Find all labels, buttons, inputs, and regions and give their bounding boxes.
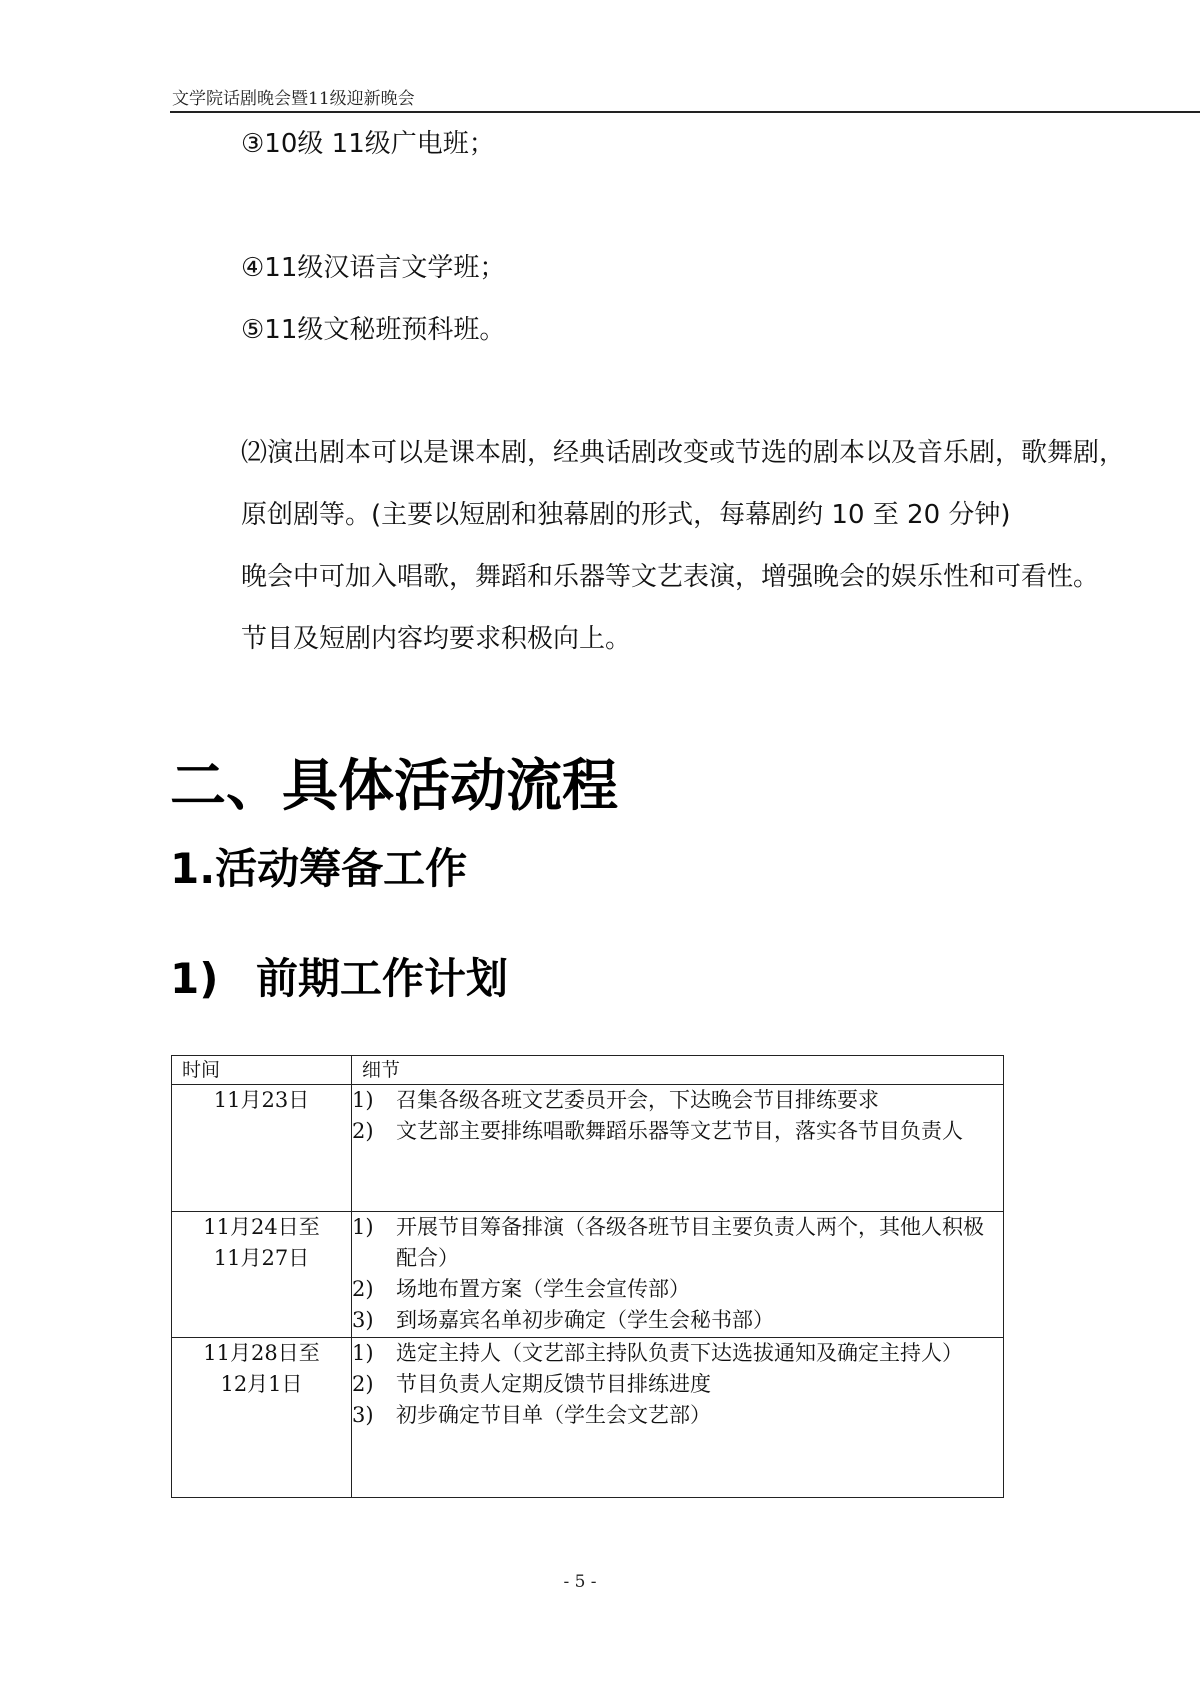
item-number: 2) [352,1277,374,1301]
item-number: 2) [352,1372,374,1396]
section-heading: 二、具体活动流程 [170,754,618,819]
list-item [352,1085,1003,1116]
time-line: 11月23日 [213,1088,310,1112]
item-text: 开展节目筹备排演（各级各班节目主要负责人两个，其他人积极配合） [396,1215,984,1270]
column-header-time: 时间 [172,1056,352,1085]
detail-cell [352,1338,1004,1498]
time-line: 12月1日 [220,1372,303,1396]
item-number: 2) [352,1119,374,1143]
paragraph-class-wenmi: ⑤11级文秘班预科班。 [241,315,506,345]
paragraph-content-requirement: 节目及短剧内容均要求积极向上。 [241,624,632,654]
time-line: 11月27日 [213,1246,310,1270]
sub-subsection-number: 1) [170,954,219,1003]
list-item [352,1212,1003,1274]
list-item [352,1369,1003,1400]
time-cell [172,1212,352,1338]
list-item [352,1116,1003,1147]
subsection-heading: 1.活动筹备工作 [170,844,468,893]
list-item [352,1305,1003,1336]
time-cell [172,1085,352,1212]
header-rule [170,111,1200,113]
table-row [172,1212,1004,1338]
item-text: 文艺部主要排练唱歌舞蹈乐器等文艺节目，落实各节目负责人 [396,1119,963,1143]
table-row [172,1085,1004,1212]
item-number: 1) [352,1088,374,1112]
item-number: 1) [352,1215,374,1239]
table-row [172,1338,1004,1498]
time-cell [172,1338,352,1498]
time-line: 11月24日至 [203,1215,320,1239]
detail-cell [352,1085,1004,1212]
page-header: 文学院话剧晚会暨11级迎新晚会 [172,89,415,109]
table-header-row [172,1056,1004,1085]
paragraph-performances: 晚会中可加入唱歌，舞蹈和乐器等文艺表演，增强晚会的娱乐性和可看性。 [241,562,1100,592]
item-text: 初步确定节目单（学生会文艺部） [396,1403,711,1427]
detail-cell [352,1212,1004,1338]
work-plan-table [171,1055,1004,1498]
item-text: 到场嘉宾名单初步确定（学生会秘书部） [396,1308,774,1332]
paragraph-script-types: ⑵演出剧本可以是课本剧，经典话剧改变或节选的剧本以及音乐剧，歌舞剧， [241,438,1126,468]
item-number: 3) [352,1308,374,1332]
paragraph-script-format: 原创剧等。(主要以短剧和独幕剧的形式，每幕剧约 10 至 20 分钟) [241,500,1011,530]
item-text: 召集各级各班文艺委员开会，下达晚会节目排练要求 [396,1088,879,1112]
column-header-detail: 细节 [352,1056,1004,1085]
list-item [352,1274,1003,1305]
paragraph-class-hanyuyan: ④11级汉语言文学班； [241,253,506,283]
item-text: 场地布置方案（学生会宣传部） [396,1277,690,1301]
sub-subsection-title: 前期工作计划 [256,954,509,1003]
list-item [352,1338,1003,1369]
item-number: 3) [352,1403,374,1427]
page-number: - 5 - [563,1572,597,1592]
item-text: 选定主持人（文艺部主持队负责下达选拔通知及确定主持人） [396,1341,963,1365]
sub-subsection-heading [170,952,508,1006]
item-number: 1) [352,1341,374,1365]
item-text: 节目负责人定期反馈节目排练进度 [396,1372,711,1396]
paragraph-class-guangdian: ③10级 11级广电班； [241,129,495,159]
list-item [352,1400,1003,1431]
time-line: 11月28日至 [203,1341,320,1365]
